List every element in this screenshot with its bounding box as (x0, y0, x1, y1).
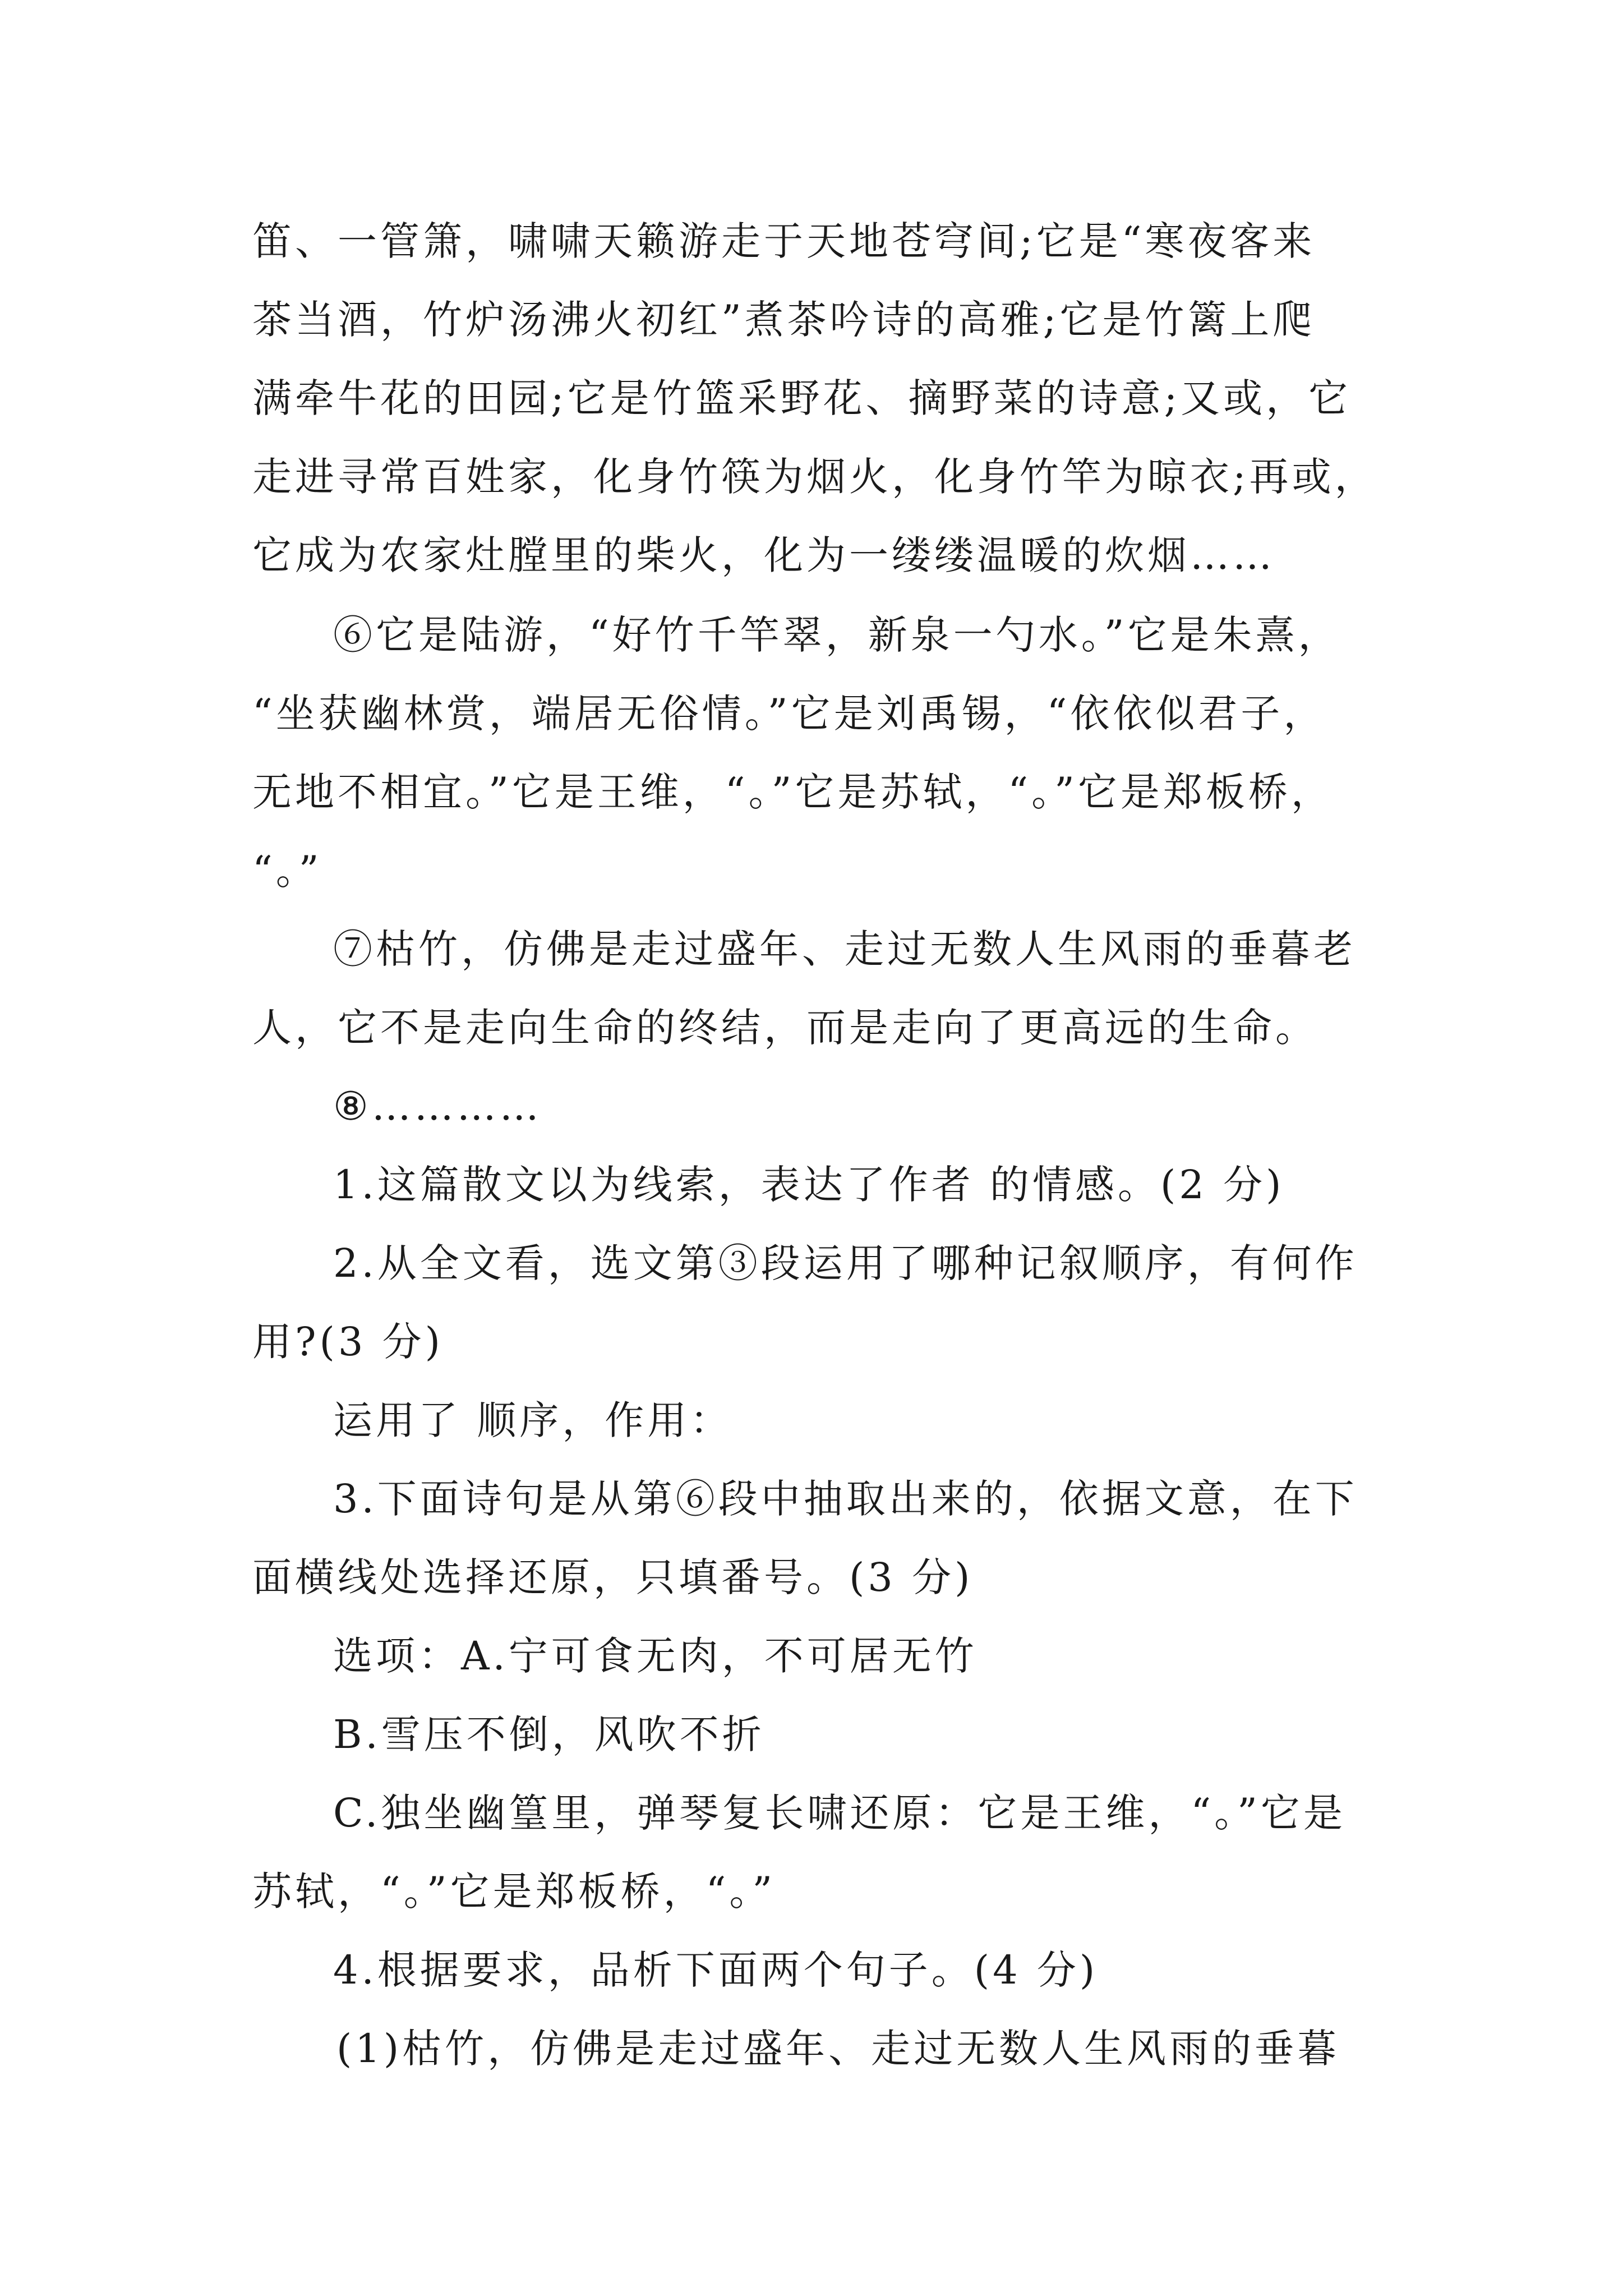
question-3-cont: 面横线处选择还原，只填番号。(3 分) (252, 1554, 974, 1600)
paragraph-line: 茶当酒，竹炉汤沸火初红”煮茶吟诗的高雅;它是竹篱上爬 (252, 297, 1316, 343)
question-4: 4.根据要求，品析下面两个句子。(4 分) (333, 1947, 1099, 1993)
paragraph-7-line: 人，它不是走向生命的终结，而是走向了更高远的生命。 (252, 1005, 1318, 1051)
question-2: 2.从全文看，选文第③段运用了哪种记叙顺序，有何作 (333, 1240, 1358, 1286)
paragraph-7-line: ⑦枯竹，仿佛是走过盛年、走过无数人生风雨的垂暮老 (333, 926, 1356, 972)
option-c: C.独坐幽篁里，弹琴复长啸还原：它是王维，“。”它是 (333, 1790, 1346, 1836)
option-a: 选项：A.宁可食无肉，不可居无竹 (333, 1633, 978, 1679)
question-3: 3.下面诗句是从第⑥段中抽取出来的，依据文意，在下 (333, 1476, 1358, 1522)
question-2-cont: 用?(3 分) (252, 1319, 444, 1365)
paragraph-6-line: “坐获幽林赏，端居无俗情。”它是刘禹锡，“依依似君子， (252, 691, 1326, 737)
option-b: B.雪压不倒，风吹不折 (333, 1711, 765, 1757)
option-c-cont: 苏轼，“。”它是郑板桥，“。” (252, 1869, 776, 1915)
paragraph-6-line: 无地不相宜。”它是王维，“。”它是苏轼，“。”它是郑板桥， (252, 769, 1334, 815)
paragraph-line: 笛、一管箫，啸啸天籁游走于天地苍穹间;它是“寒夜客来 (252, 218, 1316, 264)
question-4-item-1: (1)枯竹，仿佛是走过盛年、走过无数人生风雨的垂暮 (336, 2026, 1340, 2072)
question-1: 1.这篇散文以为线索，表达了作者 的情感。(2 分) (333, 1162, 1285, 1208)
paragraph-line: 满牵牛花的田园;它是竹篮采野花、摘野菜的诗意;又或，它 (252, 375, 1352, 421)
paragraph-line: 它成为农家灶膛里的柴火，化为一缕缕温暖的炊烟…… (252, 532, 1275, 578)
paragraph-6-line: “。” (252, 848, 322, 894)
paragraph-8-line: ⑧………… (333, 1083, 542, 1129)
paragraph-6-line: ⑥它是陆游，“好竹千竿翠，新泉一勺水。”它是朱熹， (333, 612, 1341, 658)
question-2-answer-line: 运用了 顺序，作用： (333, 1397, 733, 1443)
paragraph-line: 走进寻常百姓家，化身竹筷为烟火，化身竹竿为晾衣;再或， (252, 454, 1377, 500)
